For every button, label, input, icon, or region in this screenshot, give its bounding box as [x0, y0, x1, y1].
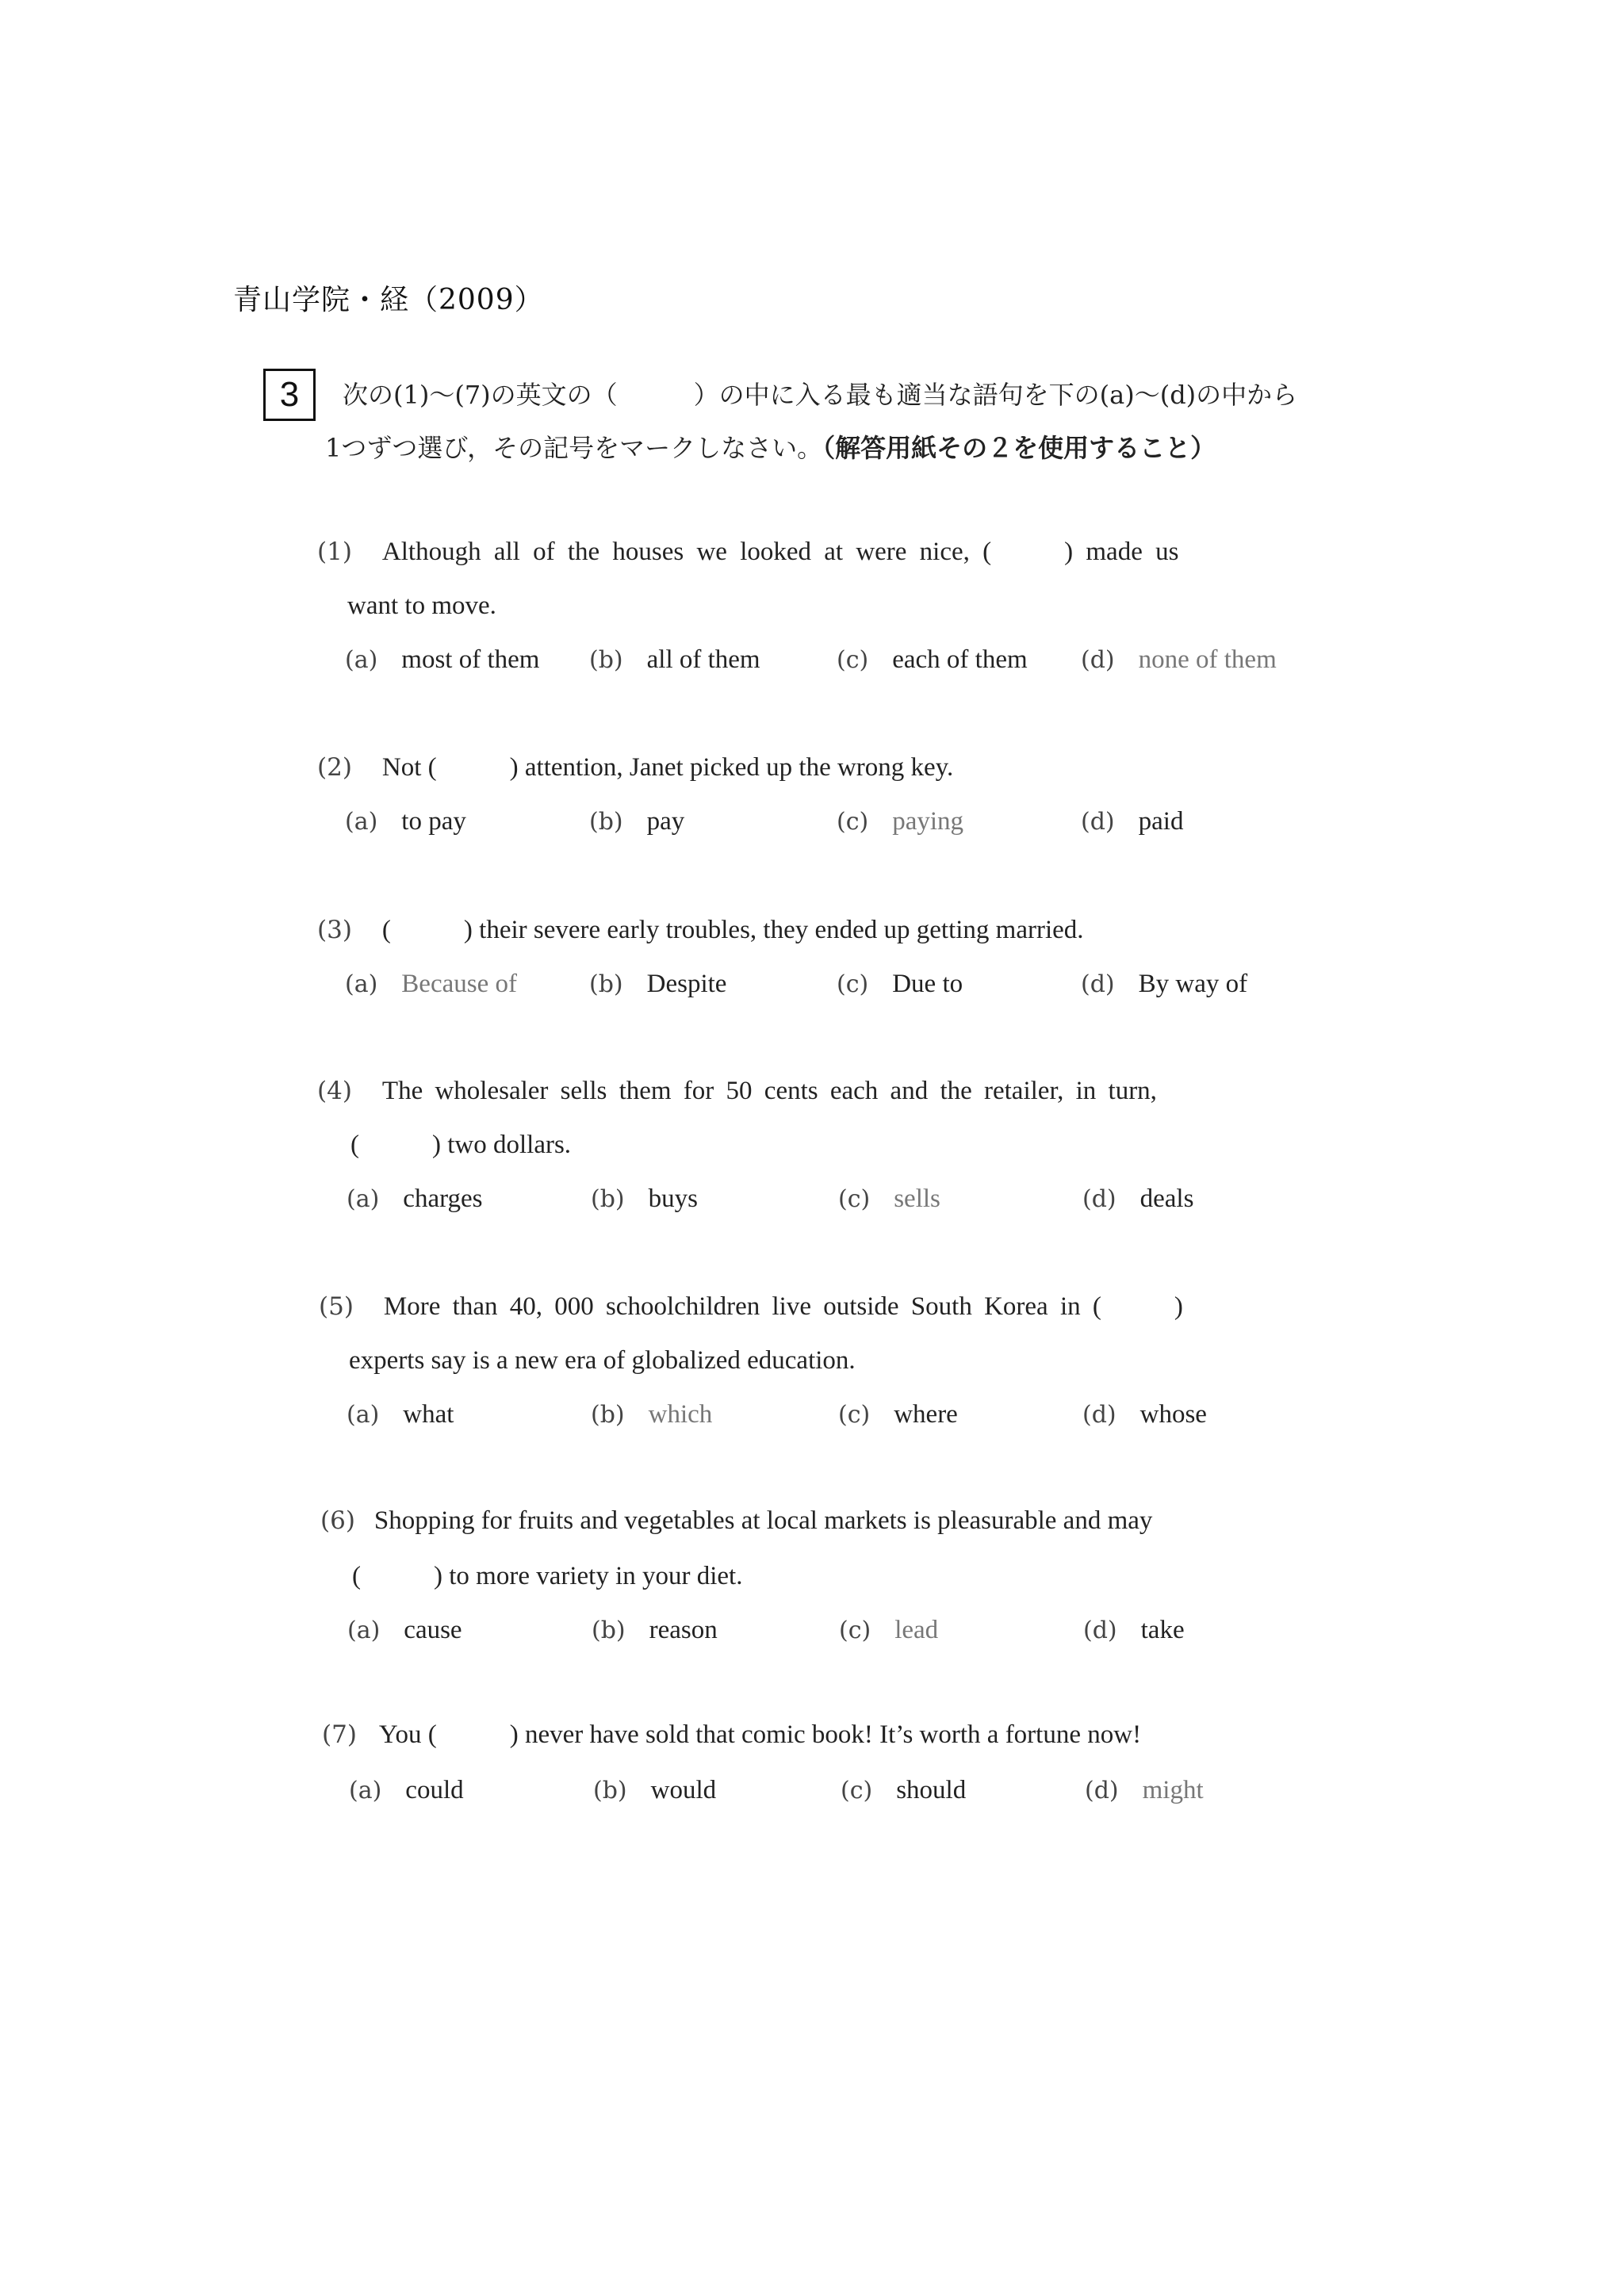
option-letter: (c) — [837, 970, 869, 998]
option-letter: (c) — [838, 1185, 871, 1213]
option-a[interactable] — [347, 1616, 462, 1645]
exam-header: 青山学院・経（2009） — [233, 284, 544, 316]
option-letter: (c) — [841, 1777, 873, 1804]
option-text: charges — [403, 1184, 483, 1213]
option-a[interactable] — [345, 970, 517, 999]
option-text: buys — [648, 1184, 698, 1213]
option-letter: (d) — [1081, 808, 1115, 836]
option-text: sells — [894, 1184, 940, 1213]
option-letter: (a) — [345, 808, 378, 836]
option-text: should — [896, 1776, 967, 1804]
option-text: paying — [892, 807, 964, 836]
question-2-number: (2) — [317, 753, 352, 782]
option-c[interactable] — [838, 1400, 958, 1429]
option-text: take — [1140, 1616, 1185, 1644]
option-letter: (a) — [345, 646, 378, 674]
question-3-options — [345, 970, 1376, 1004]
option-text: reason — [649, 1616, 718, 1644]
option-d[interactable] — [1082, 1400, 1207, 1429]
option-b[interactable] — [589, 645, 760, 675]
option-text: deals — [1139, 1184, 1194, 1213]
question-1-line — [317, 538, 1178, 567]
option-letter: (b) — [592, 1617, 626, 1644]
option-c[interactable] — [837, 970, 963, 999]
question-2-text-a: Not ( — [381, 753, 437, 782]
option-text: Due to — [892, 970, 963, 998]
option-text: cause — [404, 1616, 462, 1644]
question-6-options — [347, 1616, 1378, 1651]
question-3-text-a: ( — [381, 916, 391, 944]
option-text: what — [403, 1400, 454, 1429]
option-letter: (a) — [347, 1185, 380, 1213]
option-text: Despite — [646, 970, 727, 998]
option-letter: (b) — [589, 646, 623, 674]
question-4-line — [317, 1077, 1157, 1106]
option-a[interactable] — [347, 1184, 482, 1214]
option-text: which — [648, 1400, 713, 1429]
instructions-line-1: 次の(1)〜(7)の英文の（ ）の中に入る最も適当な語句を下の(a)〜(d)の中から — [343, 380, 1298, 410]
option-text: pay — [646, 807, 685, 836]
question-1-number: (1) — [317, 538, 352, 566]
option-d[interactable] — [1083, 1616, 1185, 1645]
option-text: all of them — [646, 645, 760, 674]
question-6-cont-a: ( — [352, 1562, 361, 1590]
option-letter: (b) — [591, 1185, 625, 1213]
option-text: none of them — [1138, 645, 1277, 674]
option-letter: (d) — [1081, 970, 1115, 998]
question-2-text-b: ) attention, Janet picked up the wrong key. — [509, 753, 954, 782]
question-6-line — [320, 1506, 1152, 1536]
option-a[interactable] — [349, 1776, 464, 1805]
option-letter: (d) — [1081, 646, 1115, 674]
option-text: to pay — [401, 807, 466, 836]
option-d[interactable] — [1085, 1776, 1204, 1805]
question-5-continuation: experts say is a new era of globalized education. — [349, 1346, 856, 1375]
question-3-number: (3) — [317, 916, 352, 944]
instructions-answer-sheet-note: （解答用紙その２を使用すること） — [822, 433, 1216, 463]
option-b[interactable] — [589, 970, 726, 999]
question-5-options — [347, 1400, 1377, 1435]
option-c[interactable] — [839, 1616, 938, 1645]
option-text: most of them — [401, 645, 540, 674]
option-text: could — [405, 1776, 464, 1804]
option-letter: (d) — [1085, 1777, 1119, 1804]
question-4-options — [347, 1184, 1377, 1219]
question-1-text-a: Although all of the houses we looked at were nice, ( — [381, 538, 992, 566]
instructions-line-2 — [325, 428, 1216, 465]
question-4-number: (4) — [317, 1077, 352, 1105]
option-text: each of them — [892, 645, 1028, 674]
question-4-cont-b: ) two dollars. — [432, 1131, 572, 1159]
question-4-text: The wholesaler sells them for 50 cents each and the retailer, in turn, — [381, 1077, 1157, 1105]
option-text: By way of — [1138, 970, 1248, 998]
section-number: 3 — [279, 375, 300, 414]
option-letter: (a) — [345, 970, 378, 998]
option-text: where — [894, 1400, 958, 1429]
option-letter: (a) — [349, 1777, 382, 1804]
question-2-options — [345, 807, 1376, 842]
question-2-line — [317, 753, 953, 783]
option-d[interactable] — [1081, 807, 1183, 836]
option-letter: (b) — [593, 1777, 627, 1804]
option-c[interactable] — [841, 1776, 966, 1805]
option-letter: (c) — [837, 808, 869, 836]
question-7-text-b: ) never have sold that comic book! It’s worth a fortune now! — [509, 1720, 1142, 1749]
option-d[interactable] — [1081, 970, 1247, 999]
question-7-text-a: You ( — [378, 1720, 437, 1749]
question-6-number: (6) — [320, 1506, 355, 1535]
question-4-continuation — [350, 1131, 571, 1160]
section-number-box — [263, 369, 316, 421]
option-letter: (d) — [1082, 1401, 1116, 1429]
question-7-number: (7) — [322, 1720, 357, 1749]
option-b[interactable] — [591, 1400, 712, 1429]
option-letter: (d) — [1082, 1185, 1116, 1213]
option-c[interactable] — [837, 645, 1028, 675]
question-1-options — [345, 645, 1376, 680]
option-c[interactable] — [838, 1184, 940, 1214]
option-a[interactable] — [345, 645, 539, 675]
option-a[interactable] — [345, 807, 466, 836]
question-1-text-b: ) made us — [1064, 538, 1179, 566]
question-6-cont-b: ) to more variety in your diet. — [434, 1562, 743, 1590]
option-text: might — [1142, 1776, 1204, 1804]
option-text: paid — [1138, 807, 1184, 836]
instructions-text: 1つずつ選び，その記号をマークしなさい。 — [325, 433, 823, 463]
question-5-text-a: More than 40, 000 schoolchildren live outside South Korea in ( — [383, 1292, 1101, 1321]
option-letter: (d) — [1083, 1617, 1117, 1644]
question-4-cont-a: ( — [350, 1131, 359, 1159]
question-6-text: Shopping for fruits and vegetables at local markets is pleasurable and may — [373, 1506, 1153, 1535]
option-letter: (b) — [589, 808, 623, 836]
option-letter: (c) — [837, 646, 869, 674]
question-1-continuation: want to move. — [347, 591, 496, 620]
option-d[interactable] — [1081, 645, 1277, 675]
option-text: Because of — [401, 970, 517, 998]
question-3-line — [317, 916, 1084, 945]
question-5-number: (5) — [319, 1292, 354, 1321]
option-text: would — [650, 1776, 717, 1804]
option-letter: (a) — [347, 1401, 380, 1429]
option-b[interactable] — [592, 1616, 718, 1645]
option-letter: (a) — [347, 1617, 381, 1644]
option-c[interactable] — [837, 807, 963, 836]
option-b[interactable] — [593, 1776, 716, 1805]
option-text: lead — [894, 1616, 939, 1644]
option-letter: (b) — [591, 1401, 625, 1429]
option-text: whose — [1139, 1400, 1207, 1429]
question-6-continuation — [352, 1562, 742, 1591]
option-a[interactable] — [347, 1400, 454, 1429]
option-b[interactable] — [591, 1184, 698, 1214]
question-7-options — [349, 1776, 1380, 1811]
question-5-text-b: ) — [1174, 1292, 1183, 1321]
option-letter: (b) — [589, 970, 623, 998]
option-letter: (c) — [838, 1401, 871, 1429]
question-5-line — [319, 1292, 1183, 1322]
option-b[interactable] — [589, 807, 684, 836]
question-7-line — [322, 1720, 1141, 1750]
question-3-text-b: ) their severe early troubles, they ended up getting married. — [463, 916, 1084, 944]
option-letter: (c) — [839, 1617, 871, 1644]
option-d[interactable] — [1082, 1184, 1193, 1214]
